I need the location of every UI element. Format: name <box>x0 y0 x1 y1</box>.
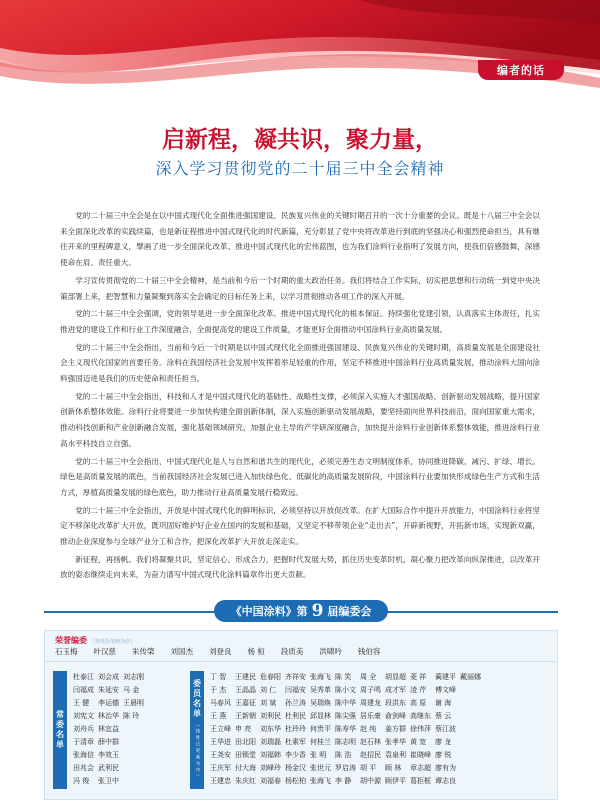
paragraph: 党的二十届三中全会强调，党的领导是进一步全面深化改革、推进中国式现代化的根本保证。持续强化党建引领，认真落实主体责任，扎实推进党的建设工作和行业工作深度融合，全面提高党的建设工作质量，才能更好全面推动中国涂料行业高质量发展。 <box>60 309 540 334</box>
committee-member-name: 杨金汉 <box>285 764 306 772</box>
paragraph: 党的二十届三中全会指出，开放是中国式现代化的鲜明标识，必须坚持以开放促改革。在扩大国际合作中提升开放能力，中国涂料行业将坚定不移深化改革扩大开放，既巩固好维护好企业在国内的发展和基础，又坚定不移带领企业“走出去”，开辟新视野，开拓新市场，实现新双赢，推动企业深度参与全球产业分工和合作，把深化改革扩大开放走深走实。 <box>60 505 540 547</box>
committee-member-name: 陈 笑 <box>335 673 352 681</box>
committee-member-name: 马 金 <box>123 686 140 694</box>
committee-member-name: 刘志刚 <box>123 673 144 681</box>
committee-member-name: 石玉梅 <box>55 647 78 656</box>
committee-member-name: 付大海 <box>235 764 256 772</box>
committee-member-name: 李少香 <box>285 751 306 759</box>
committee-member-name: 谭志良 <box>435 777 456 785</box>
committee-member-name: 刘福韩 <box>260 751 281 759</box>
committee-member-name: 周建龙 <box>360 699 381 707</box>
committee-member-name: 胡 平 <box>360 764 377 772</box>
committee-member-name: 田锁堂 <box>235 751 256 759</box>
committee-member-name: 陈中华 <box>335 699 356 707</box>
header-banner <box>0 0 600 118</box>
committee-member-name: 田兆会 <box>73 764 94 772</box>
committee-member-name: 顾 林 <box>385 764 402 772</box>
committee-member-name: 傅文峰 <box>435 686 456 694</box>
committee-member-name: 段洪东 <box>385 699 406 707</box>
committee-member-name: 蔺建平 <box>435 673 456 681</box>
committee-member-name: 吴秀革 <box>310 686 331 694</box>
committee-member-name: 刘舟兵 <box>73 725 94 733</box>
committee-member-name: 袁泉利 <box>385 751 406 759</box>
committee-member-name: 闫福安 <box>285 686 306 694</box>
honorary-names <box>55 646 396 657</box>
committee-member-name: 李运德 <box>98 699 119 707</box>
committee-member-name: 洪啸吟 <box>319 647 342 656</box>
committee-member-name: 林宜益 <box>98 725 119 733</box>
committee-member-name: 朱庆红 <box>235 777 256 785</box>
committee-member-name: 何桂兰 <box>310 738 331 746</box>
committee-member-name: 赵 纯 <box>360 725 377 733</box>
committee-member-name: 蔡 云 <box>435 712 452 720</box>
committee-member-name: 于 杰 <box>210 686 227 694</box>
committee-member-name: 高 原 <box>410 699 427 707</box>
committee-member-name: 刘登良 <box>209 647 232 656</box>
committee-member-name: 戴丽娜 <box>460 673 481 681</box>
committee-member-name: 赵招民 <box>360 751 381 759</box>
committee-member-name: 陈 浩 <box>335 751 352 759</box>
committee-member-name: 张海飞 <box>310 777 331 785</box>
committee-member-name: 王嘉征 <box>235 699 256 707</box>
committee-member-name: 张海飞 <box>310 673 331 681</box>
committee-member-name: 刘 斌 <box>260 699 277 707</box>
paragraph: 新征程，再扬帆。我们将凝聚共识，坚定信心，形成合力，把握时代发展大势，抓住历史变革时机，凝心聚力把改革向纵深推进，以改革开放的姿态继续走向未来，为奋力谱写中国式现代化涂料篇章作出更大贡献。 <box>60 554 540 580</box>
committee-member-name: 段质美 <box>280 647 304 656</box>
editorial-committee <box>44 600 558 800</box>
committee-member-name: 崔晓峰 <box>410 751 431 759</box>
committee-member-name: 王新朝 <box>235 712 256 720</box>
committee-member-name: 赵石林 <box>360 738 381 746</box>
committee-member-name: 申 亮 <box>235 725 252 733</box>
committee-member-name: 何贵平 <box>310 725 331 733</box>
committee-member-name: 刘国杰 <box>170 647 193 656</box>
committee-member-name: 刘东华 <box>260 725 281 733</box>
committee-member-name: 杜利民 <box>285 712 306 720</box>
committee-member-name: 陈寿华 <box>335 725 356 733</box>
committee-member-name: 张卫中 <box>98 777 119 785</box>
member-names <box>210 671 485 788</box>
editor-note-tag: 编者的话 <box>478 60 564 80</box>
committee-member-name: 周子鸣 <box>360 686 381 694</box>
committee-member-name: 刘会成 <box>98 673 119 681</box>
committee-member-name: 杜玲玲 <box>285 725 306 733</box>
honorary-heading <box>55 635 135 646</box>
committee-member-name: 刘福春 <box>260 777 281 785</box>
committee-member-name: 王立峰 <box>210 725 231 733</box>
committee-member-name: 刘利民 <box>260 712 281 720</box>
committee-member-name: 杨 桓 <box>247 647 265 656</box>
committee-member-name: 朱延安 <box>98 686 119 694</box>
committee-member-name: 王 燕 <box>210 712 227 720</box>
committee-member-name: 冯 俊 <box>73 777 90 785</box>
committee-member-name: 章志超 <box>410 764 431 772</box>
committee-member-name: 王华进 <box>210 738 231 746</box>
committee-member-name: 胡显超 <box>385 673 406 681</box>
committee-member-name: 杜泰江 <box>73 673 94 681</box>
committee-member-name: 王 健 <box>73 699 90 707</box>
committee-member-name: 谢 海 <box>435 699 452 707</box>
committee-member-name: 王建民 <box>235 673 256 681</box>
paragraph: 党的二十届三中全会指出，当前和今后一个时期是以中国式现代化全面推进强国建设、民族复兴伟业的关键时期，高质量发展是全面建设社会主义现代化国家的首要任务。涂料在我国经济社会发展中发挥着举足轻重的作用，坚定不移推进中国涂料行业高质量发展，推动涂料大国向涂料强国迈进是我们的历史使命和责任担当。 <box>60 342 540 384</box>
committee-title-prefix: 《中国涂料》第 <box>230 605 308 618</box>
committee-member-name: 胡中源 <box>360 777 381 785</box>
committee-member-name: 成才军 <box>385 686 406 694</box>
paragraph: 党的二十届三中全会是在以中国式现代化全面推进强国建设、民族复兴伟业的关键时期召开的一次十分重要的会议。既是十八届三中全会以来全面深化改革的实践续篇，也是新征程推进中国式现代化的时代新篇，充分彰显了党中央将改革进行到底的坚强决心和强烈使命担当，具有继往开来的里程碑意义，擘画了进一步全面深化改革、推进中国式现代化的宏伟蓝图，也为我们涂料行业指明了发展方向，使我们倍感鼓舞，深感使命在肩、责任重大。 <box>60 211 540 268</box>
committee-member-name: 张 明 <box>310 751 327 759</box>
section-divider <box>45 661 557 662</box>
committee-member-name: 陈尖强 <box>335 712 356 720</box>
committee-member-name: 张海信 <box>73 751 94 759</box>
committee-member-name: 马春风 <box>210 699 231 707</box>
committee-member-name: 叶汉慈 <box>93 647 116 656</box>
committee-member-name: 顾伊平 <box>385 777 406 785</box>
committee-member-name: 田北阳 <box>235 738 256 746</box>
committee-member-name: 蔡江波 <box>435 725 456 733</box>
committee-member-name: 廖有为 <box>435 764 456 772</box>
committee-member-name: 菱 祥 <box>410 673 427 681</box>
member-label-text: 委员名单 <box>192 679 202 720</box>
committee-member-name: 刘宪文 <box>73 712 94 720</box>
committee-box <box>44 630 558 800</box>
committee-member-name: 廖 锐 <box>435 751 452 759</box>
committee-member-name: 闫福成 <box>73 686 94 694</box>
red-wave-graphic <box>0 0 600 118</box>
committee-member-name: 王庆军 <box>210 764 231 772</box>
committee-member-name: 黄 宽 <box>410 738 427 746</box>
committee-member-name: 姜方群 <box>385 725 406 733</box>
committee-member-name: 廖 龙 <box>435 738 452 746</box>
committee-member-name: 林治华 <box>98 712 119 720</box>
member-note: （按姓氏笔画为序） <box>195 722 200 781</box>
committee-member-name: 陈 玲 <box>123 712 140 720</box>
committee-member-name: 张孝华 <box>385 738 406 746</box>
committee-member-name: 吴瑞焕 <box>310 699 331 707</box>
committee-member-name: 李效玉 <box>98 751 119 759</box>
paragraph: 党的二十届三中全会指出，中国式现代化是人与自然和谐共生的现代化，必须完善生态文明制度体系，协同推进降碳、减污、扩绿、增长。绿色是高质量发展的底色，当前我国经济社会发展已进入加快绿色化、低碳化的高质量发展阶段，中国涂料行业要加快形成绿色生产方式和生活方式，厚植高质量发展的绿色底色，助力推动行业高质量发展行稳致远。 <box>60 456 540 497</box>
committee-member-name: 俞剑峰 <box>385 712 406 720</box>
committee-member-name: 葛拒框 <box>410 777 431 785</box>
committee-member-name: 李 静 <box>335 777 352 785</box>
committee-member-name: 张世元 <box>310 764 331 772</box>
page-subtitle: 深入学习贯彻党的二十届三中全会精神 <box>155 159 445 178</box>
committee-member-name: 凌 芹 <box>410 686 427 694</box>
committee-member-name: 于清章 <box>73 738 94 746</box>
committee-member-name: 钱伯容 <box>357 647 381 656</box>
standing-names <box>73 671 148 788</box>
paragraph: 党的二十届三中全会指出，科技和人才是中国式现代化的基础性、战略性支撑，必须深入实施人才强国战略、创新驱动发展战略，提升国家创新体系整体效能。涂料行业将要进一步加快构建全面创新体制，深入实施创新驱动发展战略，要坚持面向世界科技前沿，面向国家重大需求，推动科技创新和产业创新融合发展，强化基础领域研究，加强企业主导的产学研深度融合，加快提升涂料行业创新体系整体效能，推进涂料行业高水平科技自立自强。 <box>60 391 540 448</box>
committee-title-suffix: 届编委会 <box>327 605 372 618</box>
committee-member-name: 危春阳 <box>260 673 281 681</box>
committee-member-name: 齐祥安 <box>285 673 306 681</box>
committee-member-name: 丁 智 <box>210 673 227 681</box>
article-body <box>60 208 540 585</box>
committee-member-name: 陈志明 <box>335 738 356 746</box>
committee-member-name: 杨松柏 <box>285 777 306 785</box>
committee-title-number: 9 <box>311 601 324 621</box>
page-title: 启新程，凝共识，聚力量， <box>162 126 438 153</box>
committee-member-name: 刘峰玲 <box>260 764 281 772</box>
committee-member-name: 刘瑞磊 <box>260 738 281 746</box>
standing-label <box>53 671 67 789</box>
standing-label-text: 常委名单 <box>55 710 65 750</box>
committee-member-name: 高继东 <box>410 712 431 720</box>
committee-member-name: 刘 仁 <box>260 686 277 694</box>
committee-member-name: 王尧安 <box>210 751 231 759</box>
committee-member-name: 徐伟萍 <box>410 725 431 733</box>
committee-member-name: 陈小文 <box>335 686 356 694</box>
committee-member-name: 邱显林 <box>310 712 331 720</box>
committee-member-name: 王晶晶 <box>235 686 256 694</box>
committee-member-name: 居乐豪 <box>360 712 381 720</box>
committee-member-name: 杜素军 <box>285 738 306 746</box>
committee-member-name: 薛中群 <box>98 738 119 746</box>
member-label <box>190 671 204 789</box>
committee-title <box>214 600 388 622</box>
committee-member-name: 王建忠 <box>210 777 231 785</box>
committee-member-name: 孙兰涛 <box>285 699 306 707</box>
committee-member-name: 王晨明 <box>123 699 144 707</box>
committee-member-name: 朱传棨 <box>132 647 155 656</box>
committee-member-name: 罗启涛 <box>335 764 356 772</box>
paragraph: 学习宣传贯彻党的二十届三中全会精神，是当前和今后一个时期的重大政治任务。我们将结合工作实际，切实把思想和行动统一到党中央决策部署上来，把智慧和力量凝聚到落实全会确定的目标任务上来，以学习贯彻推动各项工作的深入开展。 <box>60 275 540 301</box>
committee-member-name: 周 全 <box>360 673 377 681</box>
honorary-label: 荣誉编委 <box>55 636 87 645</box>
committee-member-name: 武利民 <box>98 764 119 772</box>
honorary-note: （按姓氏笔画为序） <box>90 639 136 645</box>
